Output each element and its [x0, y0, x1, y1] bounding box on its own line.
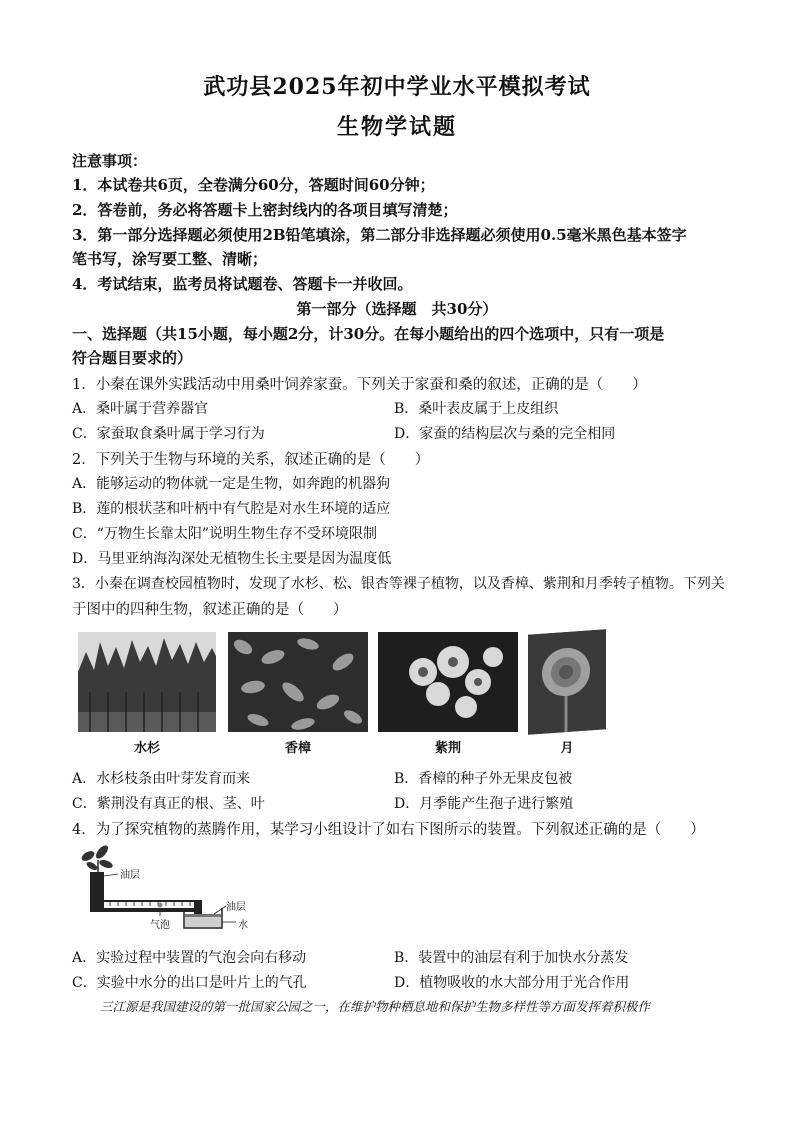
notice-item-1: 1．本试卷共6页，全卷满分60分，答题时间60分钟； [72, 176, 435, 194]
q4-option-b: B．装置中的油层有利于加快水分蒸发 [394, 950, 629, 966]
notice-item-2: 2．答卷前，务必将答题卡上密封线内的各项目填写清楚； [72, 201, 458, 219]
label-air-bubble: 气泡 [150, 920, 170, 931]
photo-rose [528, 629, 606, 734]
exam-subtitle: 生物学试题 [336, 114, 457, 140]
q1-option-d: D．家蚕的结构层次与桑的完全相同 [394, 426, 616, 442]
q3-stem: 3．小秦在调查校园植物时，发现了水杉、松、银杏等裸子植物，以及香樟、紫荆和月季转子植物。下列关 [72, 576, 725, 592]
caption-camphor: 香樟 [284, 741, 311, 756]
section-instructions-cont: 符合题目要求的） [72, 349, 193, 367]
photo-dawn-redwood [78, 632, 216, 732]
q1-option-a: A．桑叶属于营养器官 [72, 401, 209, 417]
q3-option-d: D．月季能产生孢子进行繁殖 [394, 796, 574, 812]
notice-heading: 注意事项： [72, 152, 148, 170]
q1-option-b: B．桑叶表皮属于上皮组织 [394, 401, 559, 417]
notice-item-4: 4．考试结束，监考员将试题卷、答题卡一并收回。 [72, 275, 413, 293]
q2-option-a: A．能够运动的物体就一定是生物，如奔跑的机器狗 [72, 476, 391, 492]
q2-option-b: B．莲的根状茎和叶柄中有气腔是对水生环境的适应 [72, 501, 391, 517]
q4-stem: 4．为了探究植物的蒸腾作用，某学习小组设计了如右下图所示的装置。下列叙述正确的是（ ） [72, 822, 705, 838]
q2-option-d: D．马里亚纳海沟深处无植物生长主要是因为温度低 [72, 551, 392, 567]
q1-option-c: C．家蚕取食桑叶属于学习行为 [72, 426, 265, 442]
section-instructions: 一、选择题（共15小题，每小题2分，计30分。在每小题给出的四个选项中，只有一项是 [72, 325, 665, 343]
part1-heading: 第一部分（选择题 共30分） [296, 300, 498, 318]
label-oil-layer-beaker: 油层 [226, 902, 246, 913]
q4-option-d: D．植物吸收的水大部分用于光合作用 [394, 975, 630, 991]
q4-option-c: C．实验中水分的出口是叶片上的气孔 [72, 975, 307, 991]
q2-stem: 2．下列关于生物与环境的关系，叙述正确的是（ ） [72, 452, 430, 468]
label-oil-layer-top: 油层 [120, 870, 140, 881]
caption-dawn-redwood: 水杉 [133, 741, 160, 756]
q3-stem-cont: 于图中的四种生物，叙述正确的是（ ） [72, 602, 348, 618]
q3-option-b: B．香樟的种子外无果皮包被 [394, 771, 573, 787]
photo-redbud [378, 632, 518, 732]
exam-title: 武功县2025年初中学业水平模拟考试 [203, 74, 591, 100]
q1-stem: 1．小秦在课外实践活动中用桑叶饲养家蚕。下列关于家蚕和桑的叙述，正确的是（ ） [72, 377, 647, 393]
caption-redbud: 紫荆 [434, 741, 461, 756]
caption-rose: 月 [560, 741, 574, 756]
q3-option-a: A．水杉枝条由叶芽发育而来 [72, 771, 251, 787]
transpiration-apparatus-diagram [76, 842, 256, 934]
photo-camphor-tree [228, 632, 368, 732]
notice-item-3-cont: 笔书写，涂写要工整、清晰； [72, 250, 268, 268]
next-question-intro: 三江源是我国建设的第一批国家公园之一，在维护物种栖息地和保护生物多样性等方面发挥着积极作 [100, 999, 651, 1014]
notice-item-3: 3．第一部分选择题必须使用2B铅笔填涂，第二部分非选择题必须使用0.5毫米黑色基本签字 [72, 226, 687, 244]
label-water: 水 [238, 920, 248, 931]
q4-option-a: A．实验过程中装置的气泡会向右移动 [72, 950, 307, 966]
q2-option-c: C．“万物生长靠太阳”说明生物生存不受环境限制 [72, 526, 378, 542]
q3-option-c: C．紫荆没有真正的根、茎、叶 [72, 796, 265, 812]
